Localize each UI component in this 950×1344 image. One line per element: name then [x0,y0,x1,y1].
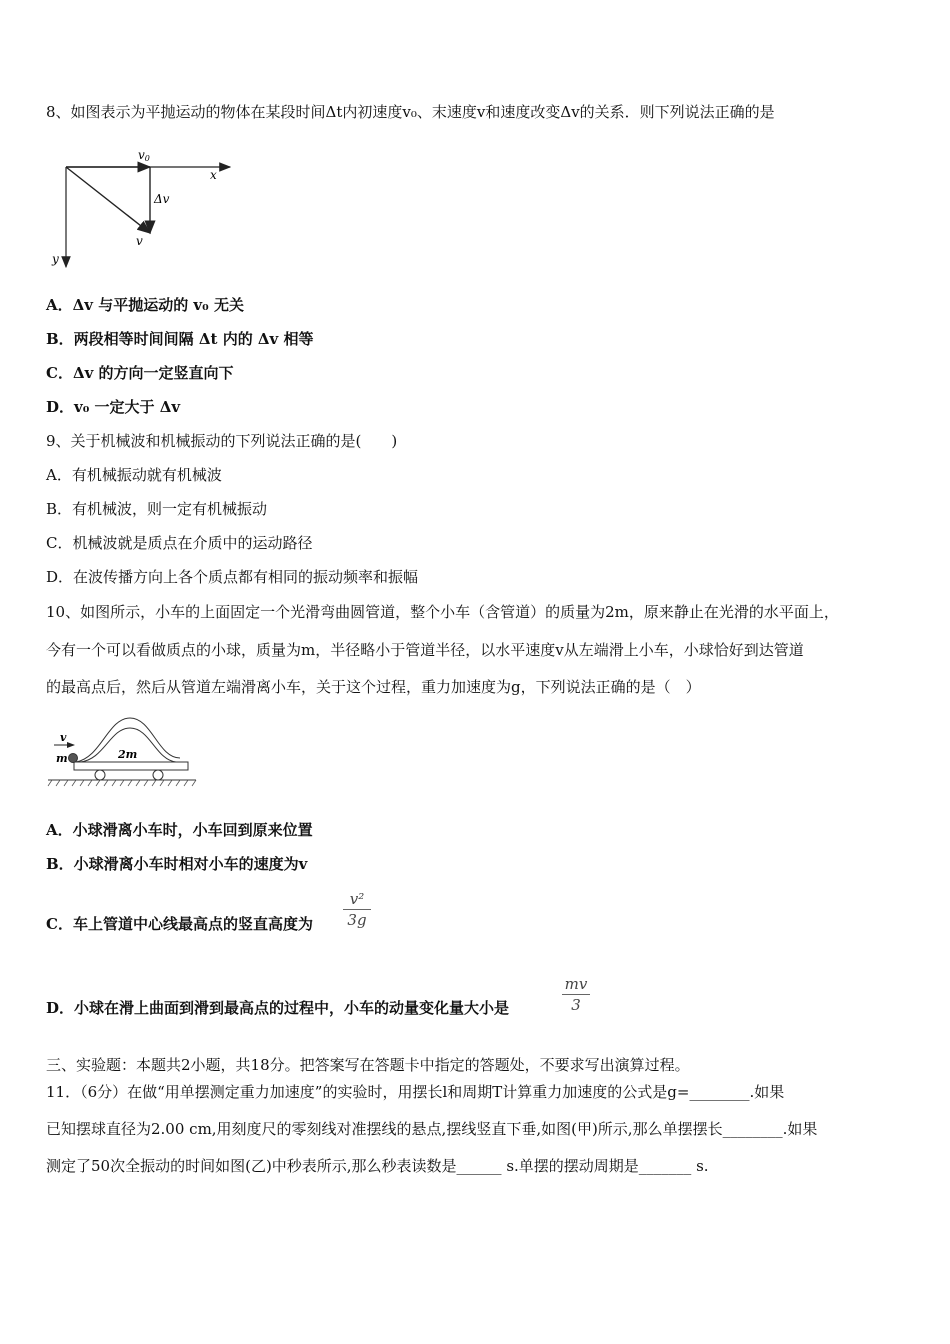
svg-text:v0 [138,148,150,163]
q10-cart-wheel-left [95,770,105,780]
q10-cart-wheel-right [153,770,163,780]
q9-option-b: B．有机械波，则一定有机械振动 [46,500,268,518]
q8-label-y: y [52,252,59,266]
q10-label-2m: 2m [118,748,138,761]
q10-frac-d-num: mv [564,975,588,993]
q10-cart-diagram [46,712,206,787]
q10-frac-d-den: 3 [571,996,581,1014]
q8-option-c: C．Δv 的方向一定竖直向下 [46,364,234,382]
q8-v-vector [66,167,150,233]
q10-frac-c-den: 3g [347,911,367,929]
q9-option-a: A．有机械振动就有机械波 [46,466,222,484]
q11-line-1: 11．（6分）在做“用单摆测定重力加速度”的实验时，用摆长l和周期T计算重力加速度的公式是g=________.如果 [46,1083,785,1101]
q10-option-b: B．小球滑离小车时相对小车的速度为v [46,855,308,873]
q10-option-d: D．小球在滑上曲面到滑到最高点的过程中，小车的动量变化量大小是 [46,999,510,1017]
q10-option-c-fraction [343,890,371,929]
q8-label-v0: v [138,148,145,162]
q8-label-x: x [210,168,217,182]
q8-label-v: v [136,234,143,248]
q10-cart-body [74,762,188,770]
q8-option-a: A．Δv 与平抛运动的 v₀ 无关 [46,296,244,314]
q9-stem: 9、关于机械波和机械振动的下列说法正确的是( ) [46,432,398,450]
q10-stem-line-1: 10、如图所示，小车的上面固定一个光滑弯曲圆管道，整个小车（含管道）的质量为2m，原来静止在光滑的水平面上， [46,603,839,621]
q10-stem-line-3: 的最高点后，然后从管道左端滑离小车，关于这个过程，重力加速度为g，下列说法正确的是（ ） [46,678,701,696]
q10-label-m: m [56,752,68,765]
q11-line-2: 已知摆球直径为2.00 cm,用刻度尺的零刻线对准摆线的悬点,摆线竖直下垂,如图(甲)所示,那么单摆摆长________.如果 [46,1120,818,1138]
q8-option-b: B．两段相等时间间隔 Δt 内的 Δv 相等 [46,330,314,348]
q8-label-dv: Δv [154,192,170,206]
q10-frac-c-num: v² [349,890,365,908]
section3-heading: 三、实验题：本题共2小题，共18分。把答案写在答题卡中指定的答题处，不要求写出演算过程。 [46,1056,690,1074]
q8-velocity-diagram [50,145,250,275]
q10-stem-line-2: 今有一个可以看做质点的小球，质量为m，半径略小于管道半径，以水平速度v从左端滑上小车，小球恰好到达管道 [46,641,804,659]
q10-option-c: C．车上管道中心线最高点的竖直高度为 [46,915,313,933]
q8-label-v0-sub: 0 [144,154,150,163]
q9-option-d: D．在波传播方向上各个质点都有相同的振动频率和振幅 [46,568,419,586]
q9-option-c: C．机械波就是质点在介质中的运动路径 [46,534,313,552]
q10-option-d-fraction [562,975,590,1014]
q10-label-v: v [60,731,67,744]
q8-stem: 8、如图表示为平抛运动的物体在某段时间Δt内初速度v₀、末速度v和速度改变Δv的关系．则下列说法正确的是 [46,103,775,121]
q8-option-d: D．v₀ 一定大于 Δv [46,398,181,416]
q10-option-a: A．小球滑离小车时，小车回到原来位置 [46,821,313,839]
q10-ball [69,754,78,763]
q11-line-3: 测定了50次全振动的时间如图(乙)中秒表所示,那么秒表读数是______ s.单摆的摆动周期是_______ s. [46,1157,709,1175]
